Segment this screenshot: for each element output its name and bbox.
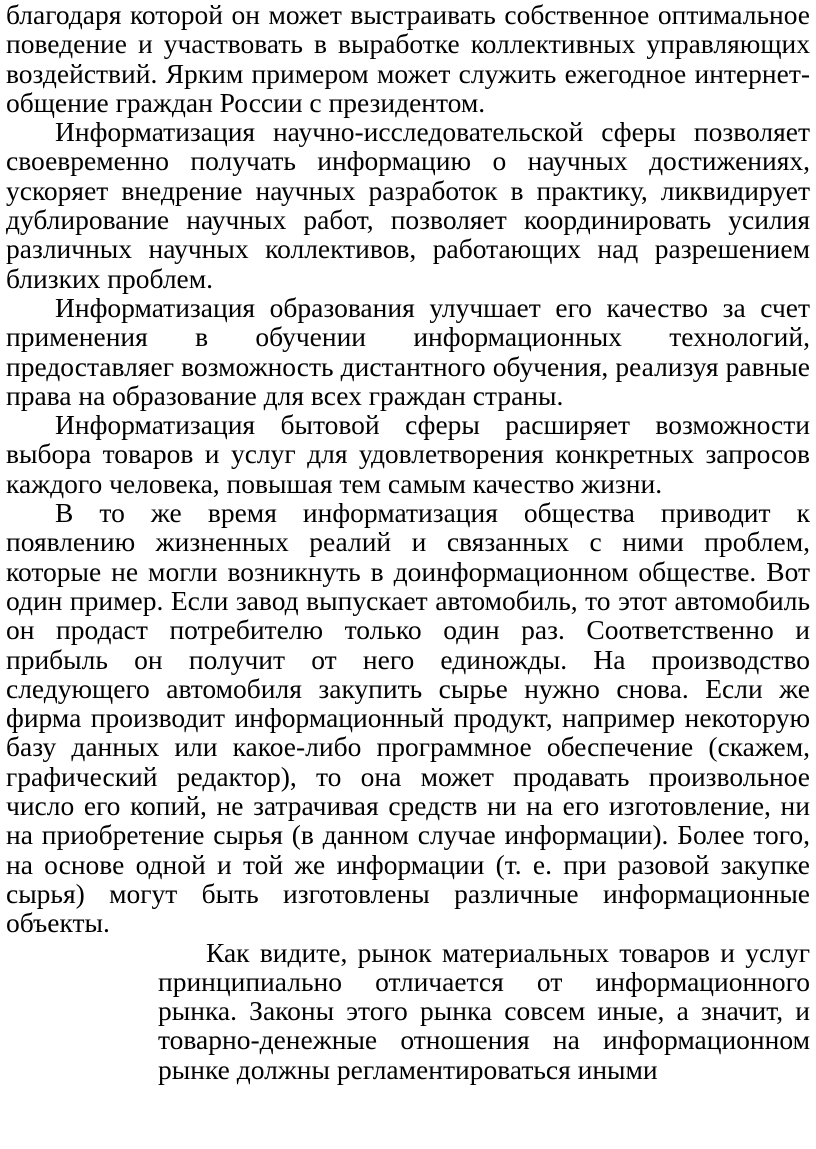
paragraph-continuation: благодаря которой он может выстраивать собственное оптимальное поведение и участвовать в выработке коллективных управляющих воздействий. Ярким примером может служить ежегодное интернет-общение граждан России с президентом. [6, 0, 810, 118]
paragraph-education-informatization: Информатизация образования улучшает его качество за счет применения в обучении информационных технологий, предоставляег возможность дистантного обучения, реализуя равные права на образование для всех граждан страны. [6, 291, 810, 411]
paragraph-household-informatization: Информатизация бытовой сферы расширяет возможности выбора товаров и услуг для удовлетворения конкретных запросов каждого человека, повышая тем самым качество жизни. [6, 409, 810, 499]
document-page [6, 0, 810, 1084]
paragraph-informatization-problems: В то же время информатизация общества приводит к появлению жизненных реалий и связанных с ними проблем, которые не могли возникнуть в доинформационном обществе. Вот один пример. Если завод выпускает автомобиль, то этот автомобиль он продаст потребителю только один раз. Соответственно и прибыль он получит от него единожды. На производство следующего автомобиля закупить сырье нужно снова. Если же фирма производит информационный продукт, например некоторую базу данных или какое-либо программное обеспечение (скажем, графический редактор), то она может продавать произвольное число его копий, не затрачивая средств ни на его изготовление, ни на приобретение сырья (в данном случае информации). Более того, на основе одной и той же информации (т. е. при разовой закупке сырья) могут быть изготовлены различные информационные объекты. [6, 497, 810, 939]
paragraph-science-informatization: Информатизация научно-исследовательской сферы позволяет своевременно получать информацию о научных достижениях, ускоряет внедрение научных разработок в практику, ликвидирует дублирование научных работ, позволяет координировать усилия различных научных коллективов, работающих над разрешением близких проблем. [6, 116, 810, 294]
paragraph-market-conclusion: Как видите, рынок материальных товаров и услуг принципиально отличается от информационного рынка. Законы этого рынка совсем иные, а значит, и товарно-денежные отношения на информационном рынке должны регламентироваться иными [158, 936, 810, 1085]
